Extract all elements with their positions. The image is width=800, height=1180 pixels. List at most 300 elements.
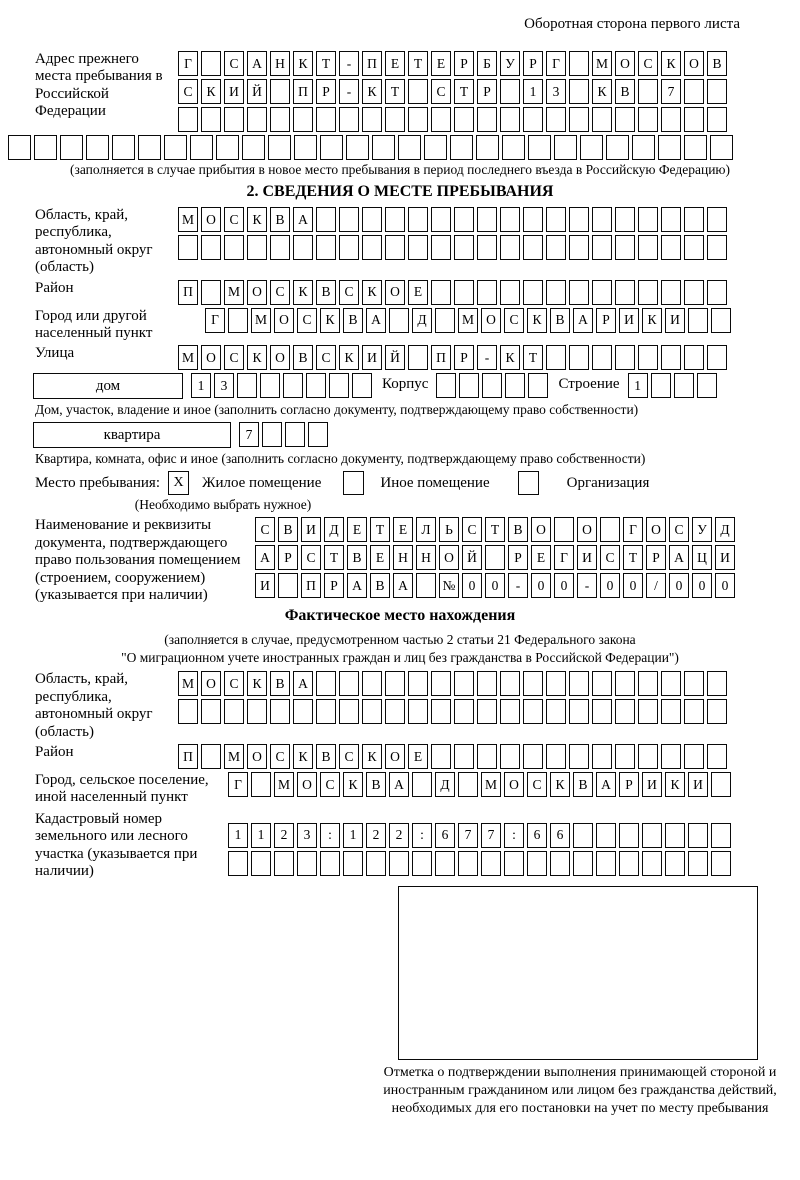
char-cell[interactable]: П	[431, 345, 451, 370]
char-cell[interactable]: П	[301, 573, 321, 598]
char-cell[interactable]	[481, 851, 501, 876]
char-cell[interactable]: К	[293, 51, 313, 76]
char-cell[interactable]	[454, 671, 474, 696]
char-cell[interactable]: П	[178, 744, 198, 769]
char-cell[interactable]: С	[316, 345, 336, 370]
char-cell[interactable]	[684, 345, 704, 370]
char-cell[interactable]: С	[224, 345, 244, 370]
char-cell[interactable]	[477, 280, 497, 305]
char-cell[interactable]	[458, 772, 478, 797]
char-cell[interactable]	[34, 135, 57, 160]
char-cell[interactable]: К	[592, 79, 612, 104]
char-cell[interactable]: С	[600, 545, 620, 570]
char-cell[interactable]	[615, 345, 635, 370]
char-cell[interactable]: 6	[435, 823, 455, 848]
kadastr-row-1[interactable]	[228, 823, 731, 848]
prev-address-row-1[interactable]	[178, 51, 727, 76]
char-cell[interactable]	[500, 671, 520, 696]
char-cell[interactable]: Р	[619, 772, 639, 797]
char-cell[interactable]	[500, 744, 520, 769]
char-cell[interactable]	[408, 107, 428, 132]
char-cell[interactable]	[546, 744, 566, 769]
char-cell[interactable]	[546, 699, 566, 724]
dom-cells[interactable]	[191, 373, 372, 398]
char-cell[interactable]: М	[274, 772, 294, 797]
char-cell[interactable]	[615, 699, 635, 724]
char-cell[interactable]	[260, 373, 280, 398]
char-cell[interactable]	[697, 373, 717, 398]
char-cell[interactable]	[190, 135, 213, 160]
char-cell[interactable]: К	[661, 51, 681, 76]
char-cell[interactable]	[458, 851, 478, 876]
char-cell[interactable]: У	[692, 517, 712, 542]
char-cell[interactable]: -	[477, 345, 497, 370]
char-cell[interactable]	[339, 207, 359, 232]
char-cell[interactable]: А	[669, 545, 689, 570]
char-cell[interactable]	[523, 235, 543, 260]
char-cell[interactable]: Д	[412, 308, 432, 333]
char-cell[interactable]	[294, 135, 317, 160]
char-cell[interactable]	[459, 373, 479, 398]
char-cell[interactable]	[573, 823, 593, 848]
char-cell[interactable]	[316, 207, 336, 232]
char-cell[interactable]	[482, 373, 502, 398]
char-cell[interactable]: М	[178, 207, 198, 232]
char-cell[interactable]	[339, 671, 359, 696]
char-cell[interactable]	[346, 135, 369, 160]
fact-gorod-row[interactable]	[228, 772, 731, 797]
char-cell[interactable]: 0	[715, 573, 735, 598]
char-cell[interactable]: О	[684, 51, 704, 76]
char-cell[interactable]: Н	[270, 51, 290, 76]
char-cell[interactable]: Е	[531, 545, 551, 570]
char-cell[interactable]	[502, 135, 525, 160]
char-cell[interactable]	[665, 823, 685, 848]
char-cell[interactable]	[251, 772, 271, 797]
char-cell[interactable]: Р	[316, 79, 336, 104]
char-cell[interactable]: К	[320, 308, 340, 333]
char-cell[interactable]	[112, 135, 135, 160]
char-cell[interactable]	[638, 345, 658, 370]
char-cell[interactable]	[431, 280, 451, 305]
char-cell[interactable]	[454, 207, 474, 232]
char-cell[interactable]: Г	[205, 308, 225, 333]
char-cell[interactable]: М	[224, 280, 244, 305]
char-cell[interactable]	[454, 107, 474, 132]
char-cell[interactable]	[615, 235, 635, 260]
char-cell[interactable]	[293, 107, 313, 132]
char-cell[interactable]: 1	[628, 373, 648, 398]
char-cell[interactable]	[362, 207, 382, 232]
oblast-row-1[interactable]	[178, 207, 727, 232]
char-cell[interactable]: К	[343, 772, 363, 797]
char-cell[interactable]	[316, 107, 336, 132]
char-cell[interactable]: И	[619, 308, 639, 333]
char-cell[interactable]	[500, 107, 520, 132]
char-cell[interactable]: О	[385, 744, 405, 769]
char-cell[interactable]: К	[201, 79, 221, 104]
char-cell[interactable]	[293, 699, 313, 724]
char-cell[interactable]	[573, 851, 593, 876]
char-cell[interactable]: И	[688, 772, 708, 797]
char-cell[interactable]: О	[247, 280, 267, 305]
char-cell[interactable]: О	[615, 51, 635, 76]
char-cell[interactable]	[569, 345, 589, 370]
char-cell[interactable]: М	[592, 51, 612, 76]
char-cell[interactable]	[431, 207, 451, 232]
char-cell[interactable]: Д	[435, 772, 455, 797]
doc-row-3[interactable]	[255, 573, 735, 598]
char-cell[interactable]: 2	[274, 823, 294, 848]
char-cell[interactable]	[201, 107, 221, 132]
char-cell[interactable]: С	[224, 207, 244, 232]
char-cell[interactable]: С	[178, 79, 198, 104]
char-cell[interactable]: 0	[554, 573, 574, 598]
char-cell[interactable]: К	[362, 79, 382, 104]
char-cell[interactable]	[569, 235, 589, 260]
char-cell[interactable]: Г	[623, 517, 643, 542]
doc-row-1[interactable]	[255, 517, 735, 542]
char-cell[interactable]	[674, 373, 694, 398]
char-cell[interactable]: К	[293, 280, 313, 305]
char-cell[interactable]	[436, 373, 456, 398]
char-cell[interactable]: Т	[370, 517, 390, 542]
char-cell[interactable]	[661, 280, 681, 305]
char-cell[interactable]: К	[362, 744, 382, 769]
char-cell[interactable]: А	[247, 51, 267, 76]
char-cell[interactable]	[8, 135, 31, 160]
char-cell[interactable]: С	[270, 280, 290, 305]
char-cell[interactable]	[600, 517, 620, 542]
char-cell[interactable]: 0	[623, 573, 643, 598]
char-cell[interactable]: Р	[646, 545, 666, 570]
char-cell[interactable]	[416, 573, 436, 598]
char-cell[interactable]: И	[301, 517, 321, 542]
char-cell[interactable]: 2	[366, 823, 386, 848]
char-cell[interactable]: 3	[214, 373, 234, 398]
char-cell[interactable]	[477, 699, 497, 724]
char-cell[interactable]: О	[201, 671, 221, 696]
char-cell[interactable]	[569, 79, 589, 104]
char-cell[interactable]	[528, 373, 548, 398]
char-cell[interactable]: 3	[546, 79, 566, 104]
char-cell[interactable]	[688, 308, 708, 333]
char-cell[interactable]	[592, 671, 612, 696]
char-cell[interactable]	[554, 517, 574, 542]
char-cell[interactable]: Р	[477, 79, 497, 104]
stroenie-cells[interactable]	[628, 373, 717, 398]
char-cell[interactable]	[389, 851, 409, 876]
char-cell[interactable]: Г	[546, 51, 566, 76]
char-cell[interactable]: -	[339, 51, 359, 76]
char-cell[interactable]: 6	[550, 823, 570, 848]
char-cell[interactable]	[228, 308, 248, 333]
char-cell[interactable]	[293, 235, 313, 260]
char-cell[interactable]: К	[362, 280, 382, 305]
char-cell[interactable]	[688, 851, 708, 876]
char-cell[interactable]: И	[255, 573, 275, 598]
char-cell[interactable]: :	[320, 823, 340, 848]
char-cell[interactable]: П	[178, 280, 198, 305]
char-cell[interactable]	[285, 422, 305, 447]
char-cell[interactable]: В	[707, 51, 727, 76]
char-cell[interactable]: П	[293, 79, 313, 104]
char-cell[interactable]	[707, 207, 727, 232]
char-cell[interactable]	[278, 573, 298, 598]
char-cell[interactable]: Р	[454, 51, 474, 76]
char-cell[interactable]: Й	[247, 79, 267, 104]
char-cell[interactable]	[615, 207, 635, 232]
char-cell[interactable]	[642, 823, 662, 848]
char-cell[interactable]: -	[508, 573, 528, 598]
char-cell[interactable]: К	[550, 772, 570, 797]
char-cell[interactable]	[500, 280, 520, 305]
char-cell[interactable]	[224, 235, 244, 260]
char-cell[interactable]: 1	[343, 823, 363, 848]
char-cell[interactable]	[247, 235, 267, 260]
char-cell[interactable]: Р	[324, 573, 344, 598]
char-cell[interactable]	[262, 422, 282, 447]
char-cell[interactable]: Й	[385, 345, 405, 370]
prev-address-row-2[interactable]	[178, 79, 727, 104]
char-cell[interactable]: Т	[408, 51, 428, 76]
char-cell[interactable]: О	[646, 517, 666, 542]
char-cell[interactable]: О	[270, 345, 290, 370]
char-cell[interactable]	[408, 235, 428, 260]
char-cell[interactable]	[164, 135, 187, 160]
char-cell[interactable]: С	[431, 79, 451, 104]
char-cell[interactable]: К	[293, 744, 313, 769]
char-cell[interactable]	[477, 207, 497, 232]
char-cell[interactable]: 2	[389, 823, 409, 848]
char-cell[interactable]	[316, 671, 336, 696]
char-cell[interactable]: В	[550, 308, 570, 333]
char-cell[interactable]	[707, 744, 727, 769]
char-cell[interactable]: О	[201, 345, 221, 370]
char-cell[interactable]: Т	[324, 545, 344, 570]
char-cell[interactable]: В	[278, 517, 298, 542]
char-cell[interactable]	[661, 744, 681, 769]
char-cell[interactable]	[592, 280, 612, 305]
char-cell[interactable]	[316, 699, 336, 724]
char-cell[interactable]: С	[320, 772, 340, 797]
char-cell[interactable]	[454, 280, 474, 305]
char-cell[interactable]: О	[201, 207, 221, 232]
gorod-row[interactable]	[205, 308, 731, 333]
char-cell[interactable]: Р	[508, 545, 528, 570]
char-cell[interactable]	[270, 107, 290, 132]
char-cell[interactable]	[684, 280, 704, 305]
char-cell[interactable]	[339, 235, 359, 260]
char-cell[interactable]	[454, 235, 474, 260]
char-cell[interactable]	[362, 235, 382, 260]
char-cell[interactable]: Ь	[439, 517, 459, 542]
char-cell[interactable]	[638, 671, 658, 696]
char-cell[interactable]: С	[339, 744, 359, 769]
char-cell[interactable]: О	[481, 308, 501, 333]
char-cell[interactable]: 0	[600, 573, 620, 598]
char-cell[interactable]: Г	[228, 772, 248, 797]
char-cell[interactable]: М	[224, 744, 244, 769]
char-cell[interactable]: Р	[278, 545, 298, 570]
char-cell[interactable]	[661, 699, 681, 724]
char-cell[interactable]: 0	[462, 573, 482, 598]
char-cell[interactable]: 7	[458, 823, 478, 848]
char-cell[interactable]	[505, 373, 525, 398]
char-cell[interactable]	[619, 851, 639, 876]
char-cell[interactable]: 6	[527, 823, 547, 848]
char-cell[interactable]	[477, 107, 497, 132]
char-cell[interactable]	[638, 207, 658, 232]
char-cell[interactable]: В	[366, 772, 386, 797]
char-cell[interactable]	[362, 107, 382, 132]
char-cell[interactable]	[596, 851, 616, 876]
char-cell[interactable]: М	[458, 308, 478, 333]
char-cell[interactable]	[385, 107, 405, 132]
char-cell[interactable]: Б	[477, 51, 497, 76]
char-cell[interactable]: №	[439, 573, 459, 598]
char-cell[interactable]	[527, 851, 547, 876]
char-cell[interactable]: 3	[297, 823, 317, 848]
char-cell[interactable]: О	[297, 772, 317, 797]
char-cell[interactable]	[661, 235, 681, 260]
char-cell[interactable]	[651, 373, 671, 398]
char-cell[interactable]: :	[412, 823, 432, 848]
char-cell[interactable]	[431, 699, 451, 724]
char-cell[interactable]: И	[577, 545, 597, 570]
char-cell[interactable]	[638, 235, 658, 260]
char-cell[interactable]: Т	[523, 345, 543, 370]
char-cell[interactable]: С	[339, 280, 359, 305]
char-cell[interactable]	[684, 79, 704, 104]
char-cell[interactable]: И	[224, 79, 244, 104]
char-cell[interactable]: Т	[316, 51, 336, 76]
char-cell[interactable]	[592, 345, 612, 370]
char-cell[interactable]: 1	[228, 823, 248, 848]
char-cell[interactable]	[320, 135, 343, 160]
char-cell[interactable]	[707, 107, 727, 132]
char-cell[interactable]: Т	[623, 545, 643, 570]
char-cell[interactable]	[684, 207, 704, 232]
char-cell[interactable]	[707, 345, 727, 370]
char-cell[interactable]	[615, 107, 635, 132]
char-cell[interactable]	[450, 135, 473, 160]
char-cell[interactable]: В	[508, 517, 528, 542]
char-cell[interactable]	[661, 671, 681, 696]
char-cell[interactable]: 0	[531, 573, 551, 598]
char-cell[interactable]: У	[500, 51, 520, 76]
char-cell[interactable]	[546, 235, 566, 260]
char-cell[interactable]: 1	[251, 823, 271, 848]
char-cell[interactable]: В	[316, 280, 336, 305]
prev-address-row-3[interactable]	[178, 107, 727, 132]
char-cell[interactable]: К	[247, 207, 267, 232]
char-cell[interactable]	[707, 699, 727, 724]
char-cell[interactable]: Е	[347, 517, 367, 542]
char-cell[interactable]: К	[527, 308, 547, 333]
char-cell[interactable]	[247, 107, 267, 132]
char-cell[interactable]	[665, 851, 685, 876]
char-cell[interactable]: 1	[523, 79, 543, 104]
char-cell[interactable]	[178, 235, 198, 260]
char-cell[interactable]	[242, 135, 265, 160]
char-cell[interactable]: О	[531, 517, 551, 542]
char-cell[interactable]	[592, 107, 612, 132]
char-cell[interactable]: К	[500, 345, 520, 370]
char-cell[interactable]: :	[504, 823, 524, 848]
char-cell[interactable]: Е	[393, 517, 413, 542]
char-cell[interactable]	[224, 107, 244, 132]
char-cell[interactable]	[711, 772, 731, 797]
char-cell[interactable]: С	[301, 545, 321, 570]
char-cell[interactable]	[316, 235, 336, 260]
char-cell[interactable]	[270, 699, 290, 724]
char-cell[interactable]	[216, 135, 239, 160]
char-cell[interactable]: О	[274, 308, 294, 333]
char-cell[interactable]	[546, 280, 566, 305]
char-cell[interactable]	[592, 235, 612, 260]
char-cell[interactable]	[688, 823, 708, 848]
char-cell[interactable]: -	[577, 573, 597, 598]
char-cell[interactable]: С	[638, 51, 658, 76]
char-cell[interactable]	[592, 207, 612, 232]
char-cell[interactable]	[500, 79, 520, 104]
char-cell[interactable]	[638, 744, 658, 769]
char-cell[interactable]: 0	[692, 573, 712, 598]
char-cell[interactable]: В	[343, 308, 363, 333]
char-cell[interactable]	[684, 107, 704, 132]
char-cell[interactable]: С	[255, 517, 275, 542]
char-cell[interactable]	[711, 308, 731, 333]
char-cell[interactable]	[237, 373, 257, 398]
char-cell[interactable]: 0	[485, 573, 505, 598]
char-cell[interactable]: О	[504, 772, 524, 797]
char-cell[interactable]	[431, 235, 451, 260]
char-cell[interactable]	[86, 135, 109, 160]
char-cell[interactable]	[454, 744, 474, 769]
char-cell[interactable]	[408, 699, 428, 724]
char-cell[interactable]: К	[642, 308, 662, 333]
char-cell[interactable]	[523, 107, 543, 132]
char-cell[interactable]: Й	[462, 545, 482, 570]
char-cell[interactable]: А	[389, 772, 409, 797]
char-cell[interactable]	[550, 851, 570, 876]
char-cell[interactable]	[661, 107, 681, 132]
char-cell[interactable]	[247, 699, 267, 724]
char-cell[interactable]	[569, 699, 589, 724]
prev-address-row-4[interactable]	[8, 135, 792, 160]
char-cell[interactable]: 7	[661, 79, 681, 104]
char-cell[interactable]	[343, 851, 363, 876]
char-cell[interactable]	[638, 699, 658, 724]
char-cell[interactable]: Н	[393, 545, 413, 570]
char-cell[interactable]	[523, 671, 543, 696]
char-cell[interactable]: А	[366, 308, 386, 333]
char-cell[interactable]: Н	[416, 545, 436, 570]
char-cell[interactable]	[523, 207, 543, 232]
char-cell[interactable]: Т	[485, 517, 505, 542]
char-cell[interactable]: С	[504, 308, 524, 333]
char-cell[interactable]	[500, 207, 520, 232]
char-cell[interactable]	[642, 851, 662, 876]
char-cell[interactable]	[385, 235, 405, 260]
char-cell[interactable]	[385, 207, 405, 232]
char-cell[interactable]	[523, 744, 543, 769]
char-cell[interactable]: И	[362, 345, 382, 370]
char-cell[interactable]	[710, 135, 733, 160]
char-cell[interactable]	[500, 699, 520, 724]
char-cell[interactable]: А	[347, 573, 367, 598]
